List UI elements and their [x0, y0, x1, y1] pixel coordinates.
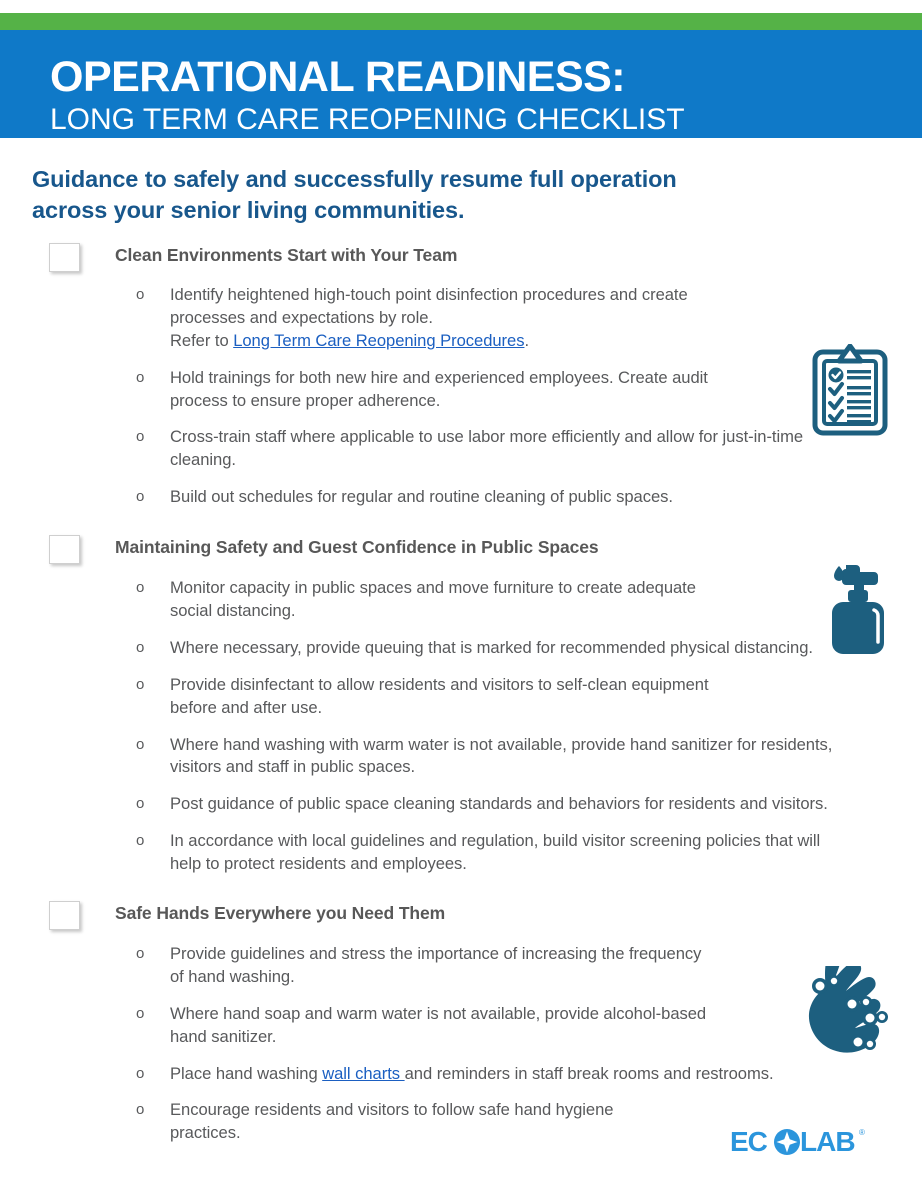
- page-top-margin: [0, 0, 922, 13]
- bullet-list: [0, 577, 922, 876]
- bullet-line: of hand washing.: [170, 966, 295, 986]
- list-item: [0, 367, 922, 413]
- wall-charts-link[interactable]: wall charts: [322, 1063, 405, 1083]
- bullet-circle-icon: o: [136, 638, 145, 656]
- list-item: [0, 486, 922, 509]
- page-title: OPERATIONAL READINESS:: [50, 53, 626, 101]
- section-header: [0, 899, 922, 930]
- registered-trademark-symbol: ®: [859, 1128, 865, 1137]
- intro-block: [32, 164, 892, 227]
- bullet-line: hand sanitizer.: [170, 1026, 277, 1046]
- bullet-line: cleaning.: [170, 450, 236, 470]
- link-prefix-text: Refer to: [170, 330, 234, 350]
- bullet-line: Provide disinfectant to allow residents and visitors to self-clean equipment: [170, 674, 709, 694]
- bullet-line: Post guidance of public space cleaning standards and behaviors for residents and visitors.: [170, 794, 828, 814]
- svg-text:LAB: LAB: [800, 1127, 855, 1157]
- bullet-circle-icon: o: [136, 1064, 145, 1082]
- section-title: Maintaining Safety and Guest Confidence in Public Spaces: [115, 537, 599, 558]
- section-title: Safe Hands Everywhere you Need Them: [115, 903, 446, 923]
- bullet-line: visitors and staff in public spaces.: [170, 757, 416, 777]
- list-item: [0, 1003, 922, 1049]
- intro-line-2: across your senior living communities.: [32, 197, 465, 224]
- page-header: [0, 30, 922, 138]
- bullet-line: Cross-train staff where applicable to use labor more efficiently and allow for just-in-time: [170, 427, 804, 447]
- bullet-line: processes and expectations by role.: [170, 307, 433, 327]
- bullet-circle-icon: o: [136, 675, 145, 693]
- bullet-line: Provide guidelines and stress the importance of increasing the frequency: [170, 944, 702, 963]
- bullet-line: practices.: [170, 1123, 241, 1143]
- bullet-circle-icon: o: [136, 579, 145, 597]
- list-item: [0, 734, 922, 780]
- list-item: [0, 284, 922, 353]
- bullet-line: before and after use.: [170, 697, 323, 717]
- bullet-circle-icon: o: [136, 832, 145, 850]
- bullet-circle-icon: o: [136, 428, 145, 446]
- bullet-circle-icon: o: [136, 368, 145, 386]
- section-header: [0, 241, 922, 272]
- list-item: [0, 1063, 922, 1086]
- section-checkbox[interactable]: [49, 243, 80, 272]
- section-checkbox[interactable]: [49, 535, 80, 564]
- section-checkbox[interactable]: [49, 901, 80, 930]
- intro-line-1: Guidance to safely and successfully resume full operation: [32, 166, 677, 192]
- page-subtitle: LONG TERM CARE REOPENING CHECKLIST: [50, 103, 685, 136]
- list-item: [0, 793, 922, 816]
- checklist-content: [0, 241, 922, 1145]
- link-prefix-text: Place hand washing: [170, 1063, 323, 1083]
- bullet-line: social distancing.: [170, 600, 296, 620]
- section-title: Clean Environments Start with Your Team: [115, 244, 458, 265]
- ecolab-logo: [730, 1127, 865, 1157]
- bullet-line: In accordance with local guidelines and regulation, build visitor screening policies that will: [170, 831, 821, 851]
- bullet-line: Where hand washing with warm water is not available, provide hand sanitizer for residents,: [170, 734, 833, 754]
- list-item: [0, 830, 922, 876]
- long-term-care-reopening-procedures-link[interactable]: Long Term Care Reopening Procedures: [233, 330, 525, 350]
- bullet-line-with-link: [170, 330, 922, 353]
- ecolab-wordmark: [730, 1127, 858, 1157]
- bullet-line: Where hand soap and warm water is not available, provide alcohol-based: [170, 1003, 707, 1023]
- link-suffix-text: .: [524, 330, 530, 350]
- bullet-line: Encourage residents and visitors to follow safe hand hygiene: [170, 1100, 614, 1120]
- section-clean-environments: [0, 241, 922, 509]
- bullet-line: help to protect residents and employees.: [170, 854, 467, 874]
- list-item: [0, 943, 922, 989]
- bullet-circle-icon: o: [136, 285, 145, 303]
- bullet-line-with-link: [170, 1063, 922, 1086]
- bullet-line: process to ensure proper adherence.: [170, 390, 441, 410]
- section-header: [0, 533, 922, 564]
- list-item: [0, 674, 922, 720]
- bullet-circle-icon: o: [136, 795, 145, 813]
- bullet-circle-icon: o: [136, 488, 145, 506]
- list-item: [0, 577, 922, 623]
- bullet-circle-icon: o: [136, 1101, 145, 1119]
- bullet-circle-icon: o: [136, 735, 145, 753]
- bullet-line: Where necessary, provide queuing that is marked for recommended physical distancing.: [170, 637, 813, 657]
- bullet-circle-icon: o: [136, 1004, 145, 1022]
- list-item: [0, 637, 922, 660]
- list-item: [0, 426, 922, 472]
- bullet-line: Monitor capacity in public spaces and move furniture to create adequate: [170, 578, 696, 598]
- bullet-list: [0, 943, 922, 1145]
- clipboard-checklist-icon: [812, 344, 888, 441]
- bullet-list: [0, 284, 922, 509]
- hand-sanitizer-pump-bottle-icon: [824, 558, 894, 665]
- link-suffix-text: and reminders in staff break rooms and restrooms.: [404, 1063, 774, 1083]
- svg-text:EC: EC: [730, 1127, 767, 1157]
- bullet-circle-icon: o: [136, 945, 145, 962]
- section-safe-hands: [0, 899, 922, 1145]
- bullet-line: Build out schedules for regular and routine cleaning of public spaces.: [170, 487, 673, 507]
- washing-hands-icon: [796, 966, 906, 1063]
- bullet-line: Hold trainings for both new hire and experienced employees. Create audit: [170, 367, 708, 387]
- bullet-line: Identify heightened high-touch point disinfection procedures and create: [170, 284, 688, 304]
- section-maintaining-safety: [0, 533, 922, 876]
- green-accent-bar: [0, 13, 922, 30]
